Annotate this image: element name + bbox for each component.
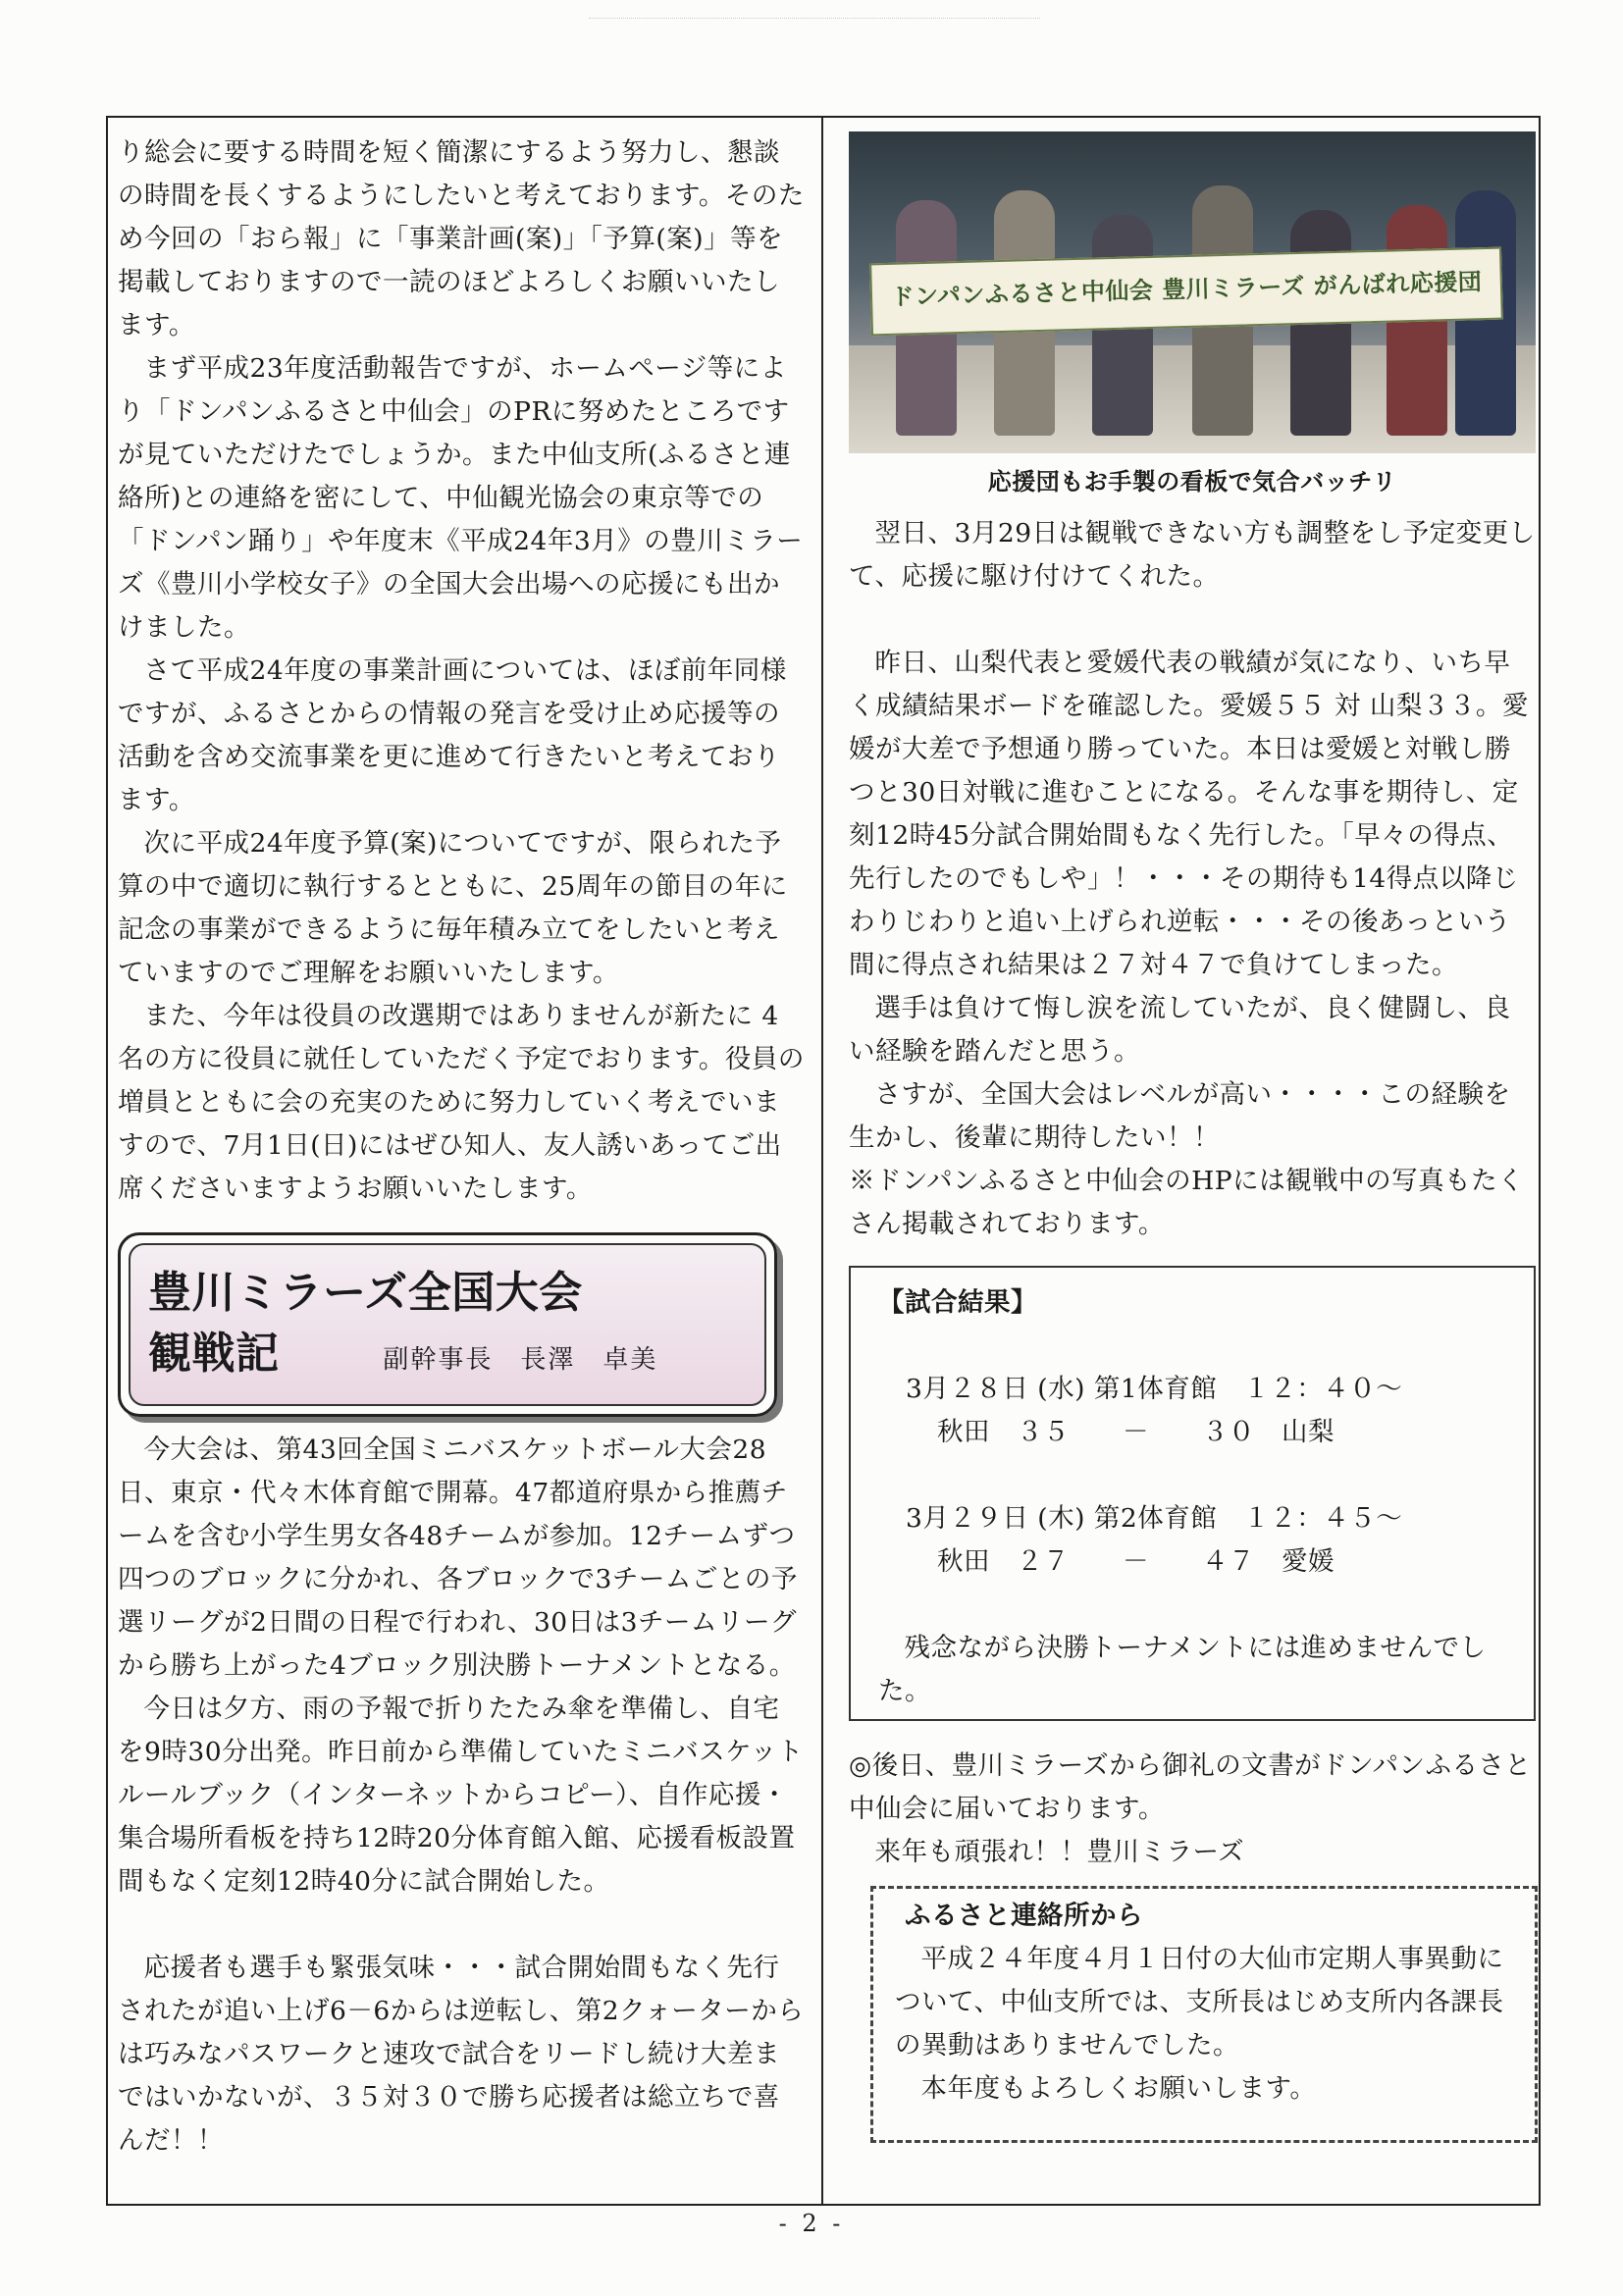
cheering-photo bbox=[849, 131, 1536, 453]
intro-paragraph-2: まず平成23年度活動報告ですが、ホームページ等により「ドンパンふるさと中仙会」のPRに努めたところですが見ていただけたでしょうか。また中仙支所(ふるさと連絡所)との連絡を密にして、中仙観光協会の東京等での「ドンパン踊り」や年度末《平成24年3月》の豊川ミラーズ《豊川小学校女子》の全国大会出場への応援にも出かけました。 bbox=[118, 353, 804, 643]
after-note-1: ◎後日、豊川ミラーズから御礼の文書がドンパンふるさと中仙会に届いております。 bbox=[849, 1750, 1532, 1824]
article-title-inner bbox=[129, 1243, 766, 1406]
intro-paragraph-4: 次に平成24年度予算(案)についてですが、限られた予算の中で適切に執行するとともに、25周年の節目の年に記念の事業ができるように毎年積み立てをしたいと考えていますのでご理解をお願いいたします。 bbox=[118, 828, 788, 988]
article-title-line2 bbox=[148, 1324, 747, 1390]
contact-title: ふるさと連絡所から bbox=[905, 1901, 1143, 1931]
photo-caption: 応援団もお手製の看板で気合バッチリ bbox=[987, 468, 1397, 496]
page-frame bbox=[106, 116, 1541, 2206]
spacer bbox=[118, 1904, 805, 1947]
cheer-banner-text: ドンパンふるさと中仙会 豊川ミラーズ がんばれ応援団 bbox=[890, 268, 1483, 311]
article-title: 豊川ミラーズ全国大会 bbox=[148, 1268, 583, 1318]
spacer bbox=[878, 1584, 1506, 1627]
results-note: 残念ながら決勝トーナメントには進めませんでした。 bbox=[878, 1633, 1487, 1706]
right-column bbox=[849, 131, 1536, 2143]
article-title-box bbox=[118, 1232, 777, 1417]
after-note-2: 来年も頑張れ！！豊川ミラーズ bbox=[874, 1837, 1245, 1867]
spacer bbox=[878, 1325, 1506, 1368]
report-paragraph-1: 今大会は、第43回全国ミニバスケットボール大会28日、東京・代々木体育館で開幕。47都道府県から推薦チームを含む小学生男女各48チームが参加。12チームずつ四つのブロックに分かれ、各ブロックで3チームごとの予選リーグが2日間の日程で行われ、30日は3チームリーグから勝ち上がった4ブロック別決勝トーナメントとなる。 bbox=[118, 1435, 798, 1681]
contact-office-box bbox=[870, 1886, 1538, 2143]
right-paragraph-2: 昨日、山梨代表と愛媛代表の戦績が気になり、いち早く成績結果ボードを確認した。愛媛５５ 対 山梨３３。愛媛が大差で予想通り勝っていた。本日は愛媛と対戦し勝つと30日対戦に進むことになる。そんな事を期待し、定刻12時45分試合開始間もなく先行した。「早々の得点、先行したのでもしや」！・・・その期待も14得点以降じわりじわりと追い上げられ逆転・・・その後あっという間に得点され結果は２７対４７で負けてしまった。 bbox=[849, 648, 1529, 980]
report-paragraph-3: 応援者も選手も緊張気味・・・試合開始間もなく先行されたが追い上げ6－6からは逆転し、第2クォーターからは巧みなパスワークと速攻で試合をリードし続け大差まではいかないが、３５対３０で勝ち応援者は総立ちで喜んだ！！ bbox=[118, 1953, 805, 2156]
article-author: 副幹事長 長澤 卓美 bbox=[383, 1345, 658, 1375]
right-paragraph-5: ※ドンパンふるさと中仙会のHPには観戦中の写真もたくさん掲載されております。 bbox=[849, 1166, 1525, 1239]
header-rule bbox=[589, 18, 1040, 32]
right-paragraph-3: 選手は負けて悔し涙を流していたが、良く健闘し、良い経験を踏んだと思う。 bbox=[849, 993, 1511, 1067]
article-title-sub: 観戦記 bbox=[148, 1329, 280, 1379]
page-number: - 2 - bbox=[778, 2210, 845, 2237]
intro-paragraph-3: さて平成24年度の事業計画については、ほぼ前年同様ですが、ふるさとからの情報の発言を受け止め応援等の活動を含め交流事業を更に進めて行きたいと考えております。 bbox=[118, 655, 787, 815]
spacer bbox=[878, 1454, 1506, 1497]
contact-closing: 本年度もよろしくお願いします。 bbox=[920, 2073, 1317, 2104]
column-divider bbox=[821, 118, 823, 2204]
spacer bbox=[849, 599, 1536, 642]
report-paragraph-2: 今日は夕方、雨の予報で折りたたみ傘を準備し、自宅を9時30分出発。昨日前から準備していたミニバスケットルールブック（インターネットからコピー）、自作応援・集合場所看板を持ち12時20分体育館入館、応援看板設置間もなく定刻12時40分に試合開始した。 bbox=[118, 1694, 804, 1897]
right-paragraph-1: 翌日、3月29日は観戦できない方も調整をし予定変更して、応援に駆け付けてくれた。 bbox=[849, 518, 1536, 592]
right-paragraph-4: さすが、全国大会はレベルが高い・・・・この経験を生かし、後輩に期待したい！！ bbox=[849, 1079, 1511, 1153]
game1-score: 秋田 ３５ － ３０ 山梨 bbox=[937, 1417, 1335, 1447]
match-results-box bbox=[849, 1266, 1536, 1721]
game2-score: 秋田 ２７ － ４７ 愛媛 bbox=[937, 1546, 1335, 1577]
game1-schedule: 3月２８日 (水) 第1体育館 １２：４０～ bbox=[906, 1374, 1403, 1404]
results-title: 【試合結果】 bbox=[878, 1287, 1037, 1318]
game2-schedule: 3月２９日 (木) 第2体育館 １２：４５～ bbox=[906, 1503, 1403, 1534]
intro-paragraph-1: り総会に要する時間を短く簡潔にするよう努力し、懇談の時間を長くするようにしたいと考えております。そのため今回の「おら報」に「事業計画(案)」「予算(案)」等を掲載しておりますので一読のほどよろしくお願いいたします。 bbox=[118, 137, 805, 340]
contact-body: 平成２４年度４月１日付の大仙市定期人事異動について、中仙支所では、支所長はじめ支所内各課長の異動はありませんでした。 bbox=[895, 1944, 1504, 2061]
intro-paragraph-5: また、今年は役員の改選期ではありませんが新たに 4名の方に役員に就任していただく予定でおります。役員の増員とともに会の充実のために努力していく考えでいますので、7月1日(日)にはぜひ知人、友人誘いあってご出席くださいますようお願いいたします。 bbox=[118, 1001, 805, 1204]
left-column bbox=[118, 131, 805, 2163]
